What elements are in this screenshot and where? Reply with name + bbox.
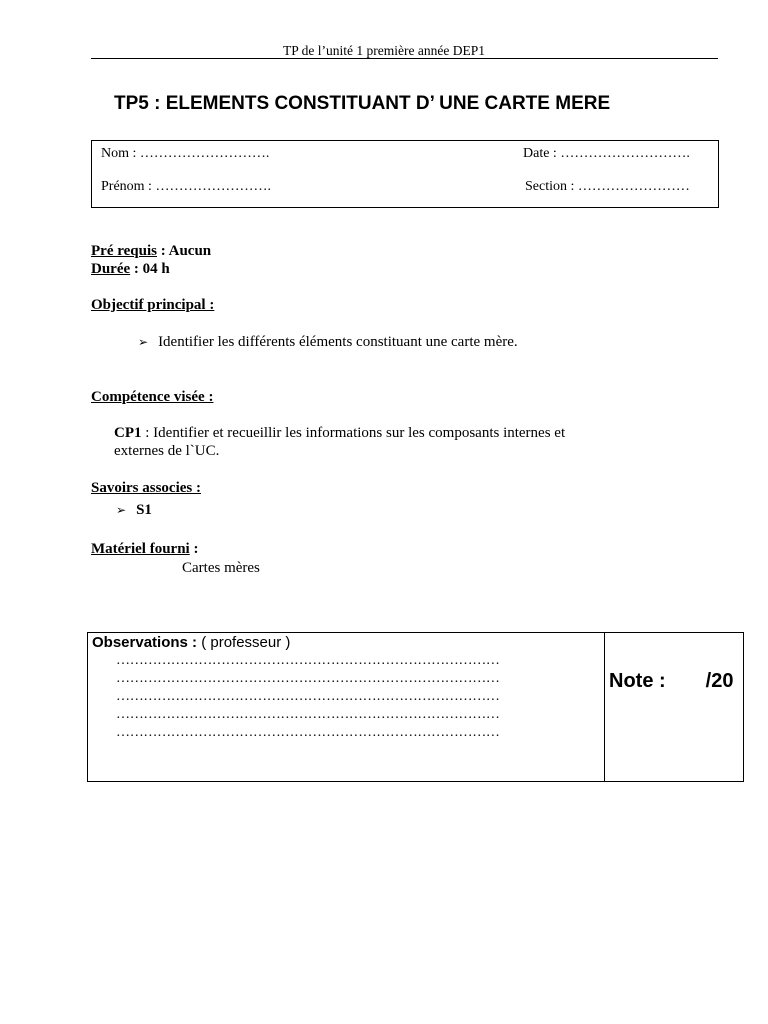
note-max: /20 [705, 670, 734, 692]
note-label: Note : [609, 670, 666, 692]
materiel-colon: : [189, 541, 199, 557]
note-cell [609, 670, 733, 693]
document-title: TP5 : ELEMENTS CONSTITUANT D’ UNE CARTE MERE [114, 93, 611, 114]
objectif-heading: Objectif principal : [91, 297, 215, 313]
nom-field[interactable]: Nom : ………………………. [101, 146, 270, 161]
student-identity-box [91, 140, 719, 208]
arrow-bullet-icon: ➢ [116, 503, 127, 517]
page-header: TP de l’unité 1 première année DEP1 [283, 43, 485, 58]
observation-line-1[interactable]: ………………………………………………………………………… [116, 653, 500, 668]
duree-label: Durée [91, 261, 131, 277]
date-field[interactable]: Date : ………………………. [523, 146, 690, 161]
savoirs-item [116, 502, 152, 519]
prerequis-value: : Aucun [156, 243, 212, 259]
competence-heading: Compétence visée : [91, 389, 214, 405]
prerequis-label: Pré requis [91, 243, 157, 259]
observation-line-5[interactable]: ………………………………………………………………………… [116, 725, 500, 740]
observations-sub: ( professeur ) [197, 634, 291, 651]
savoirs-text: S1 [136, 502, 152, 518]
competence-code: CP1 [114, 425, 142, 441]
objectif-text: Identifier les différents éléments constituant une carte mère. [158, 334, 518, 350]
materiel-line [91, 541, 198, 558]
observation-line-2[interactable]: ………………………………………………………………………… [116, 671, 500, 686]
materiel-label: Matériel fourni [91, 541, 190, 557]
header-divider [91, 58, 718, 59]
prerequis-line [91, 243, 211, 260]
materiel-value: Cartes mères [182, 560, 260, 576]
competence-line-2: externes de l`UC. [114, 443, 220, 459]
savoirs-heading: Savoirs associes : [91, 480, 201, 496]
observations-heading [92, 634, 290, 651]
competence-text: : Identifier et recueillir les informations sur les composants internes et [141, 425, 566, 441]
observation-line-3[interactable]: ………………………………………………………………………… [116, 689, 500, 704]
section-field[interactable]: Section : …………………… [525, 179, 690, 194]
observations-table [87, 632, 744, 782]
duree-line [91, 261, 170, 278]
duree-value: : 04 h [130, 261, 170, 277]
prenom-field[interactable]: Prénom : ……………………. [101, 179, 271, 194]
objectif-item [138, 334, 518, 351]
arrow-bullet-icon: ➢ [138, 335, 149, 349]
competence-line-1 [114, 425, 565, 442]
observations-label: Observations : [92, 634, 198, 651]
observations-cell [88, 633, 605, 781]
observation-line-4[interactable]: ………………………………………………………………………… [116, 707, 500, 722]
